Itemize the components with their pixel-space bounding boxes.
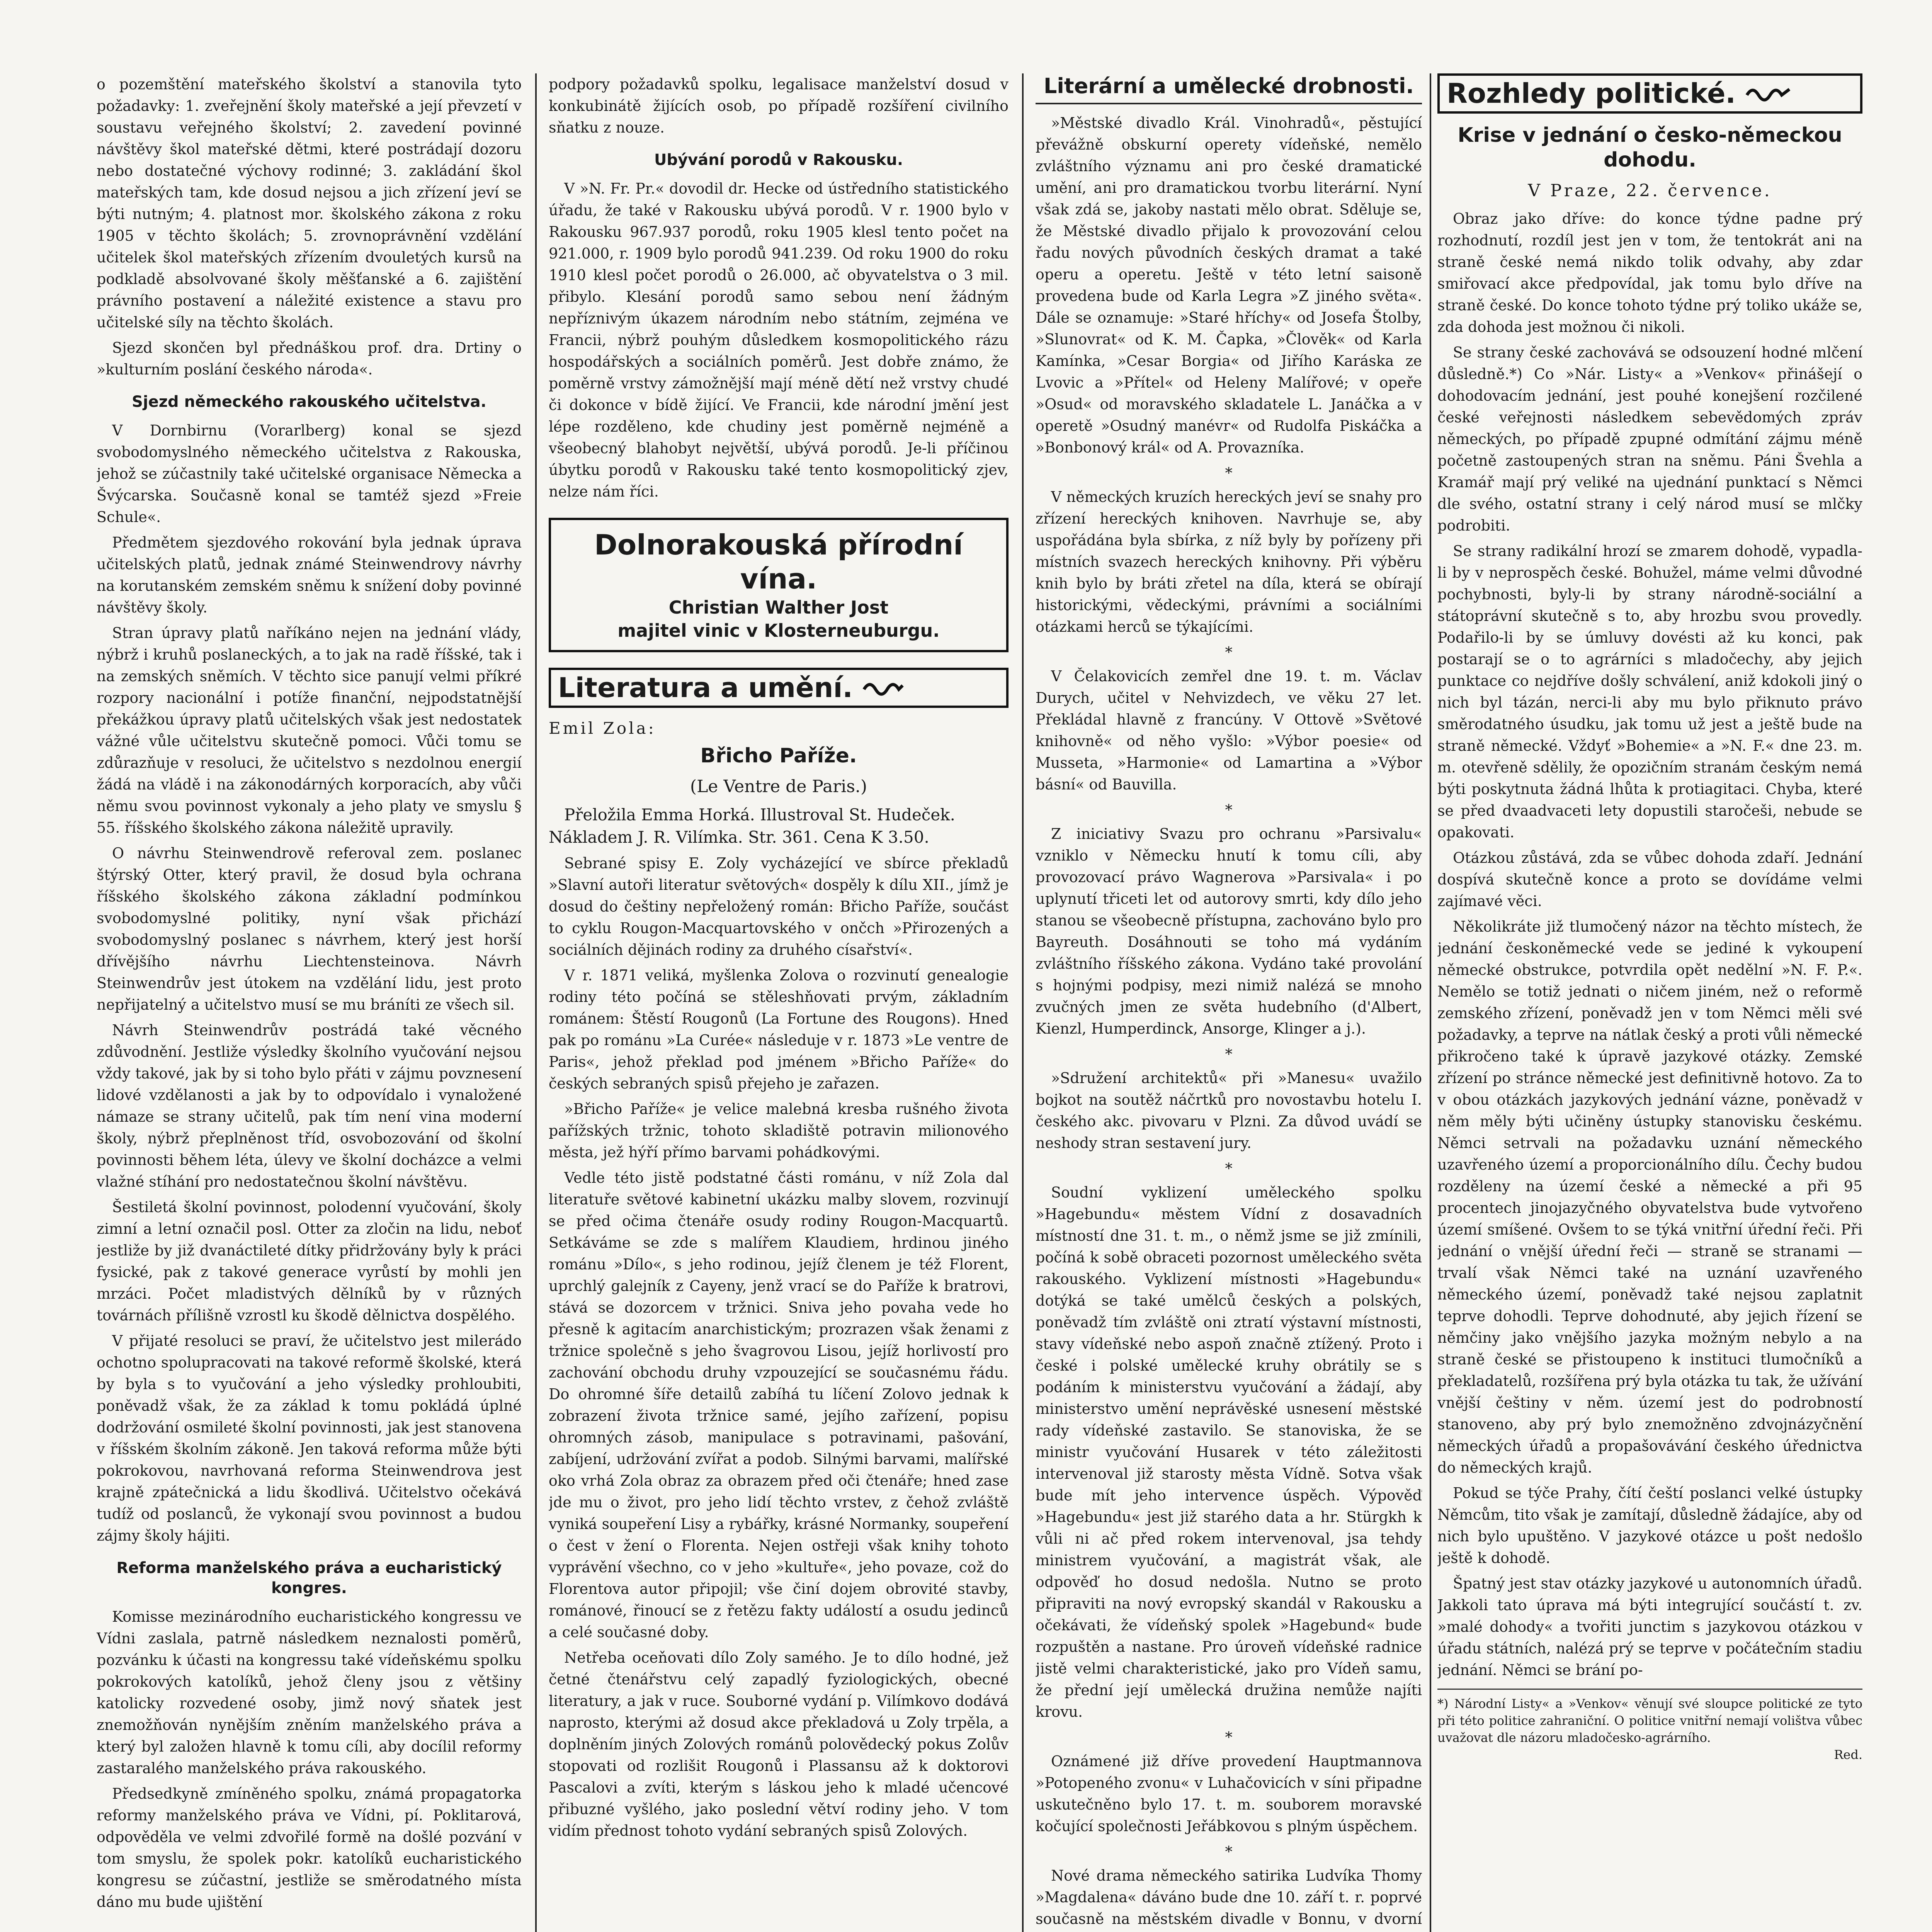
article-paragraph: Komisse mezinárodního eucharistického kongressu ve Vídni zaslala, patrně následkem neznalosti poměrů, pozvánku k účasti na kongressu také vídeňskému spolku pokrokových katolíků, jehož členy jsou z většiny katolicky rozvedené osoby, jimž nový sňatek jest znemožňován nynějším zněním manželského práva a který byl založen hlavně k tomu cíli, aby docílil reformy zastaralého manželského práva rakouského. [97,1608,522,1777]
article-paragraph: Špatný jest stav otázky jazykové u autonomních úřadů. Jakkoli tato úprava má býti integrující součástí t. zv. »malé dohody« a tvořiti junctim s jazykovou otázkou v úřadu státních, nalézá prý se teprve v počátečním stadiu jednání. Němci se brání po- [1437,1575,1862,1679]
book-info: Přeložila Emma Horká. Illustroval St. Hudeček. Nákladem J. R. Vilímka. Str. 361. Cena K 3.50. [549,805,955,847]
article-heading: Reforma manželského práva a eucharistický kongres. [116,1559,502,1597]
footnote [1437,1689,1862,1763]
article-paragraph: Sebrané spisy E. Zoly vycházející ve sbírce překladů »Slavní autoři literatur světových« dospěly k dílu XII., jímž je dosud do češtiny nepřeložený román: Břicho Paříže, součást to cyklu Rougon-Macquartovského v ončch »Přirozených a sociálních dějinách rodiny za druhého císařství«. [549,855,1009,958]
article-paragraph: podpory požadavků spolku, legalisace manželství dosud v konkubinátě žijících osob, po případě rozšíření civilního sňatku z nouze. [549,76,1009,136]
ad-subtitle: majitel vinic v Klosterneuburgu. [617,620,940,641]
section-heading-literature [549,668,1009,708]
section-heading-text: Rozhledy politické. [1447,78,1736,109]
wine-advertisement [549,518,1009,652]
separator-asterisk: * [1225,801,1233,818]
footnote-signature: Red. [1834,1747,1862,1762]
article-paragraph: V r. 1871 veliká, myšlenka Zolova o rozvinutí genealogie rodiny této počíná se stěleshňovati prvým, základním románem: Štěstí Rougonů (La Fortune des Rougons). Hned pak po románu »La Curée« následuje v r. 1873 »Le ventre de Paris«, jehož překlad pod jménem »Břicho Paříže« do českých sebraných spisů přejeho je zařazen. [549,967,1009,1092]
separator-asterisk: * [1225,1160,1233,1177]
footnote-text: *) Národní Listy« a »Venkov« věnují své sloupce politické ze tyto při této politice zahraniční. O politice vnitřní nemají volištva vůbec uvažovat dle názoru mladočesko-agrárního. [1437,1696,1862,1745]
squiggle-ornament-icon [862,672,905,704]
article-paragraph: V »N. Fr. Pr.« dovodil dr. Hecke od ústředního statistického úřadu, že také v Rakousku ubývá porodů. V r. 1900 bylo v Rakousku 967.937 porodů, roku 1905 klesl tento počet na 921.000, r. 1909 bylo porodů 941.239. Od roku 1900 do roku 1910 klesl počet porodů o 26.000, ač obyvatelstva o 3 mil. přibylo. Klesání porodů samo sebou není žádným nepříznivým úkazem národním nebo státním, zejména ve Francii, nýbrž pouhým důsledkem kosmopolitického rázu hospodářských a sociálních poměrů. Jest dobře známo, že poměrně vrstvy zámožnější mají méně dětí než vrstvy chudé či dokonce v bídě žijící. Ve Francii, kde národní jmění jest lépe rozděleno, kde chudiny jest poměrně nejméně a všeobecný blahobyt největší, ubývá porodů. Je-li příčinou úbytku porodů v Rakousku také tento kosmopolitický zjev, nelze nám říci. [549,180,1009,500]
dateline: V Praze, 22. července. [1528,181,1772,201]
article-paragraph: Předmětem sjezdového rokování byla jednak úprava učitelských platů, jednak známé Steinwendrovy návrhy na korutanském zemském sněmu k snížení doby povinné návštěvy školy. [97,534,522,616]
book-author: Emil Zola: [549,719,656,738]
separator-asterisk: * [1225,1046,1233,1063]
article-paragraph: »Městské divadlo Král. Vinohradů«, pěstující převážně obskurní operety vídeňské, nemělo zvláštního významu ani pro české dramatické umění, ani pro dramatickou tvorbu literární. Nyní však zdá se, jakoby nastati mělo obrat. Sděluje se, že Městské divadlo přijalo k provozování celou řadu nových původních českých dramat a také operu a operetu. Ještě v této letní saisoně provedena bude od Karla Legra »Z jiného světa«. Dále se oznamuje: »Staré hříchy« od Josefa Štolby, »Slunovrat« od K. M. Čapka, »Člověk« od Karla Kamínka, »Cesar Borgia« od Jiřího Karáska ze Lvovic a »Přítel« od Heleny Malířové; v opeře »Osud« od moravského skladatele L. Janáčka a v operetě »Osudný manévr« od Rudolfa Piskáčka a »Bonbonový král« od A. Provazníka. [1036,114,1422,456]
book-subtitle: (Le Ventre de Paris.) [690,777,867,796]
separator-asterisk: * [1225,1843,1233,1860]
article-paragraph: Se strany radikální hrozí se zmarem dohodě, vypadla-li by v neprospěch české. Bohužel, máme velmi důvodné pochybnosti, byly-li by strany národně-sociální a státoprávní skutečně s to, aby hrozbu svou provedly. Podařilo-li by se úmluvy dovésti až ku konci, pak postarají se o to agrárníci s mladočechy, aby jejich punktace co nejdříve došly schválení, aniž kdokoli jiný o nich byl tázán, nerci-li aby mu bylo přiknuto právo směrodatného úsudku, jak tomu už jest a ještě bude na straně německé. Vždyť »Bohemie« a »N. F.« dne 23. m. m. otevřeně sdělily, že opozičním stranám českým nemá býti poskytnuta žádná lhůta k protiagitaci. Chyba, které se před dvaadvaceti lety dopustili staročeši, nebude se opakovati. [1437,543,1862,841]
article-paragraph: Soudní vyklizení uměleckého spolku »Hagebundu« městem Vídní z dosavadních místností dne 31. t. m., o němž jsme se již zmínili, počíná k sobě obraceti pozornost uměleckého světa rakouského. Vyklizení místnosti »Hagebundu« dotýká se také umělců českých a polských, poněvadž tím zvláště oni ztratí výstavní místnosti, stavy vídeňské nebo aspoň značně ztížený. Proto i české i polské umělecké kruhy obrátily se s podáním k ministerstvu vyučování a žádají, aby ministerstvo umění neprávěské usnesení městské rady vídeňské zastavilo. Se stanoviska, že se ministr vyučování Husarek v této záležitosti intervenoval již starosty města Vídně. Sotva však bude mít jeho intervence úspěch. Výpověď »Hagebundu« jest již starého data a hr. Stürgkh k vůli ni ač před rokem intervenoval, jsa tehdy ministrem vyučování, a magistrát však, ale odpověď ho dosud nedošla. Nutno se proto připraviti na nový evropský skandál v Rakousku a očekávati, že vídeňský spolek »Hagebund« bude rozpuštěn a nastane. Pro úroveň vídeňské radnice jistě velmi charakteristické, jako pro Vídeň samu, že přední její umělecká družina nemůže najíti krovu. [1036,1184,1422,1720]
article-paragraph: »Břicho Paříže« je velice malebná kresba rušného života pařížských tržnic, tohoto skladiště potravin milionového města, jež hýří přímo barvami pohádkovými. [549,1100,1009,1161]
section-heading-drobnosti: Literární a umělecké drobnosti. [1036,73,1422,104]
article-paragraph: Nové drama německého satirika Ludvíka Thomy »Magdalena« dáváno bude dne 10. září t. r. poprvé současně na městském divadle v Bonnu, v dvorní [1036,1867,1422,1927]
section-heading-text: Literatura a umění. [558,672,853,704]
article-heading: Sjezd německého rakouského učitelstva. [132,393,486,411]
article-heading: Ubývání porodů v Rakousku. [654,151,903,169]
article-title: Krise v jednání o česko-německou dohodu. [1458,124,1842,172]
separator-asterisk: * [1225,464,1233,481]
section-heading-politics [1437,73,1862,114]
article-paragraph: Několikráte již tlumočený názor na těchto místech, že jednání českoněmecké vede se jediné k vykoupení německé obstrukce, potvrdila opět nedělní »N. F. P.«. Nemělo se totiž jednati o ničem jiném, než o reformě zemského zřízení, poněvadž jen v tom Němci měli své požadavky, a teprve na nátlak český a proti vůli německé přikročeno také k úpravě jazykové otázky. Zemské zřízení po stránce německé jest definitivně hotovo. Za to v obou otázkách jazykových jednání vázne, poněvadž v něm měly býti učiněny ústupky stanovisku českému. Němci setrvali na požadavku uznání německého uzavřeného území a proporcionálního dílu. Čechy budou rozděleny na území české a německé a při 95 procentech jinojazyčného obyvatelstva bude vytvořeno území smíšené. Ovšem to se týká vnitřní úřední řeči. Při jednání o vnější úřední řeči — straně se stranami — trvalí však Němci také na uznání uzavřeného německého území, poněvadž také nejsou zaplatnit teprve dohodli. Teprve dohodnuté, aby jejich řízení se němčiny jako vnějšího jazyka možným nebylo a na straně české se přistoupeno k instituci tlumočníků a překladatelů, rozšířena prý byla otázka tu tak, že užívání vnější češtiny v něm. území jest do podrobností stanoveno, aby prý bylo znemožněno zdvojnázyčnění německých úřadů a propašovávání českého úřednictva do německých krajů. [1437,918,1862,1476]
article-paragraph: V Čelakovicích zemřel dne 19. t. m. Václav Durych, učitel v Nehvizdech, ve věku 27 let. Překládal hlavně z francúny. V Ottově »Světové knihovně« od něho vyšlo: »Výbor poesie« od Musseta, »Harmonie« od Lamartina a »Výbor básní« od Bauvilla. [1036,668,1422,793]
ad-title: Dolnorakouská přírodní vína. [594,529,963,595]
separator-asterisk: * [1225,644,1233,661]
column-1 [97,73,522,1932]
article-paragraph: o pozemštění mateřského školství a stanovila tyto požadavky: 1. zveřejnění školy mateřské a její převzetí v soustavu veřejného školství; 2. zavedení povinné návštěvy škol mateřské dětmi, které postrádají dozoru nebo dostatečné výchovy rodinné; 3. zakládání škol mateřských tam, kde dosud nejsou a jich zřízení jeví se býti nutným; 4. platnost mor. školského zákona z roku 1905 v těchto školách; 5. zrovnoprávnění vzdělání učitelek škol mateřských zřízením dvouletých kursů na podkladě absolvované školy měšťanské a 6. zajištění právního postavení a náležité existence a stavu pro učitelské síly na těchto školách. [97,76,522,331]
article-paragraph: Sjezd skončen byl přednáškou prof. dra. Drtiny o »kulturním poslání českého národa«. [97,339,522,378]
column-4 [1437,73,1862,1932]
article-paragraph: V německých kruzích hereckých jeví se snahy pro zřízení hereckých knihoven. Navrhuje se, aby uspořádána byla sbírka, z níž byly by pořízeny při místních svazech hereckých knihovny. Při výběru knih bylo by bráti zřetel na díla, která se obírají historickými, vědeckými, právními a sociálními otázkami herců se týkajícími. [1036,488,1422,635]
article-paragraph: Otázkou zůstává, zda se vůbec dohoda zdaří. Jednání dospívá skutečně konce a proto se dovídáme velmi zajímavé věci. [1437,849,1862,910]
article-paragraph: Z iniciativy Svazu pro ochranu »Parsivalu« vzniklo v Německu hnutí k tomu cíli, aby provozovací právo Wagnerova »Parsivala« i po uplynutí třiceti let od autorovy smrti, kdy dílo jeho stanou se všeobecně přístupna, zachováno bylo pro Bayreuth. Dosáhnouti se toho má vydáním zvláštního říšského zákona. Vydáno také provolání s hojnými podpisy, mezi nimiž nalézá se mnoho zvučných jmen ze světa hudebního (d'Albert, Kienzl, Humperdinck, Ansorge, Klinger a j.). [1036,825,1422,1037]
article-paragraph: Předsedkyně zmíněného spolku, známá propagatorka reformy manželského práva ve Vídni, pí. Poklitarová, odpověděla ve velmi zdvořilé formě na došlé pozvání v tom smyslu, že spolek pokr. katolíků eucharistického kongresu se zúčastní, jestliže se směrodatného místa dáno mu bude ujištění [97,1785,522,1910]
article-paragraph: Vedle této jistě podstatné části románu, v níž Zola dal literatuře světové kabinetní ukázku malby slovem, rozvinují se před očima čtenáře osudy rodiny Rougon-Macquartů. Setkáváme se zde s malířem Klaudiem, hrdinou jiného románu »Dílo«, s jeho rodinou, jejíž členem je též Florent, uprchlý galejník z Cayeny, jenž vrací se do Paříže k bratrovi, stává se dozorcem v tržnici. Sniva jeho povaha vede ho přesně k agitacím anarchistickým; prozrazen však ženami z tržnice společně s jeho švagrovou Lisou, jejíž horlivostí pro zachování obchodu druhy vzpouzející se současnému řádu. Do ohromné šíře detailů zabíhá tu líčení Zolovo jednak k zobrazení života tržnice samé, jejího zařízení, popisu ohromných zásob, manipulace s potravinami, pašování, zabíjení, udržování zvířat a podob. Silnými barvami, malířské oko vrhá Zola obraz za obrazem před oči čtenáře; hned zase jde mu o život, pro jeho lidí těchto vrstev, z čehož zvláště vyniká soupeření Lisy a rybářky, krásné Normanky, soupeření o čest v žení o Florenta. Nejen ostřeji však knihy tohoto vyprávění všechno, co v jeho »kultuře«, jeho povaze, což do Florentova autor připojil; vše činí dojem obrovité stavby, románové, řinoucí se z řetězu fakty událostí a osudu jedinců a celé současné doby. [549,1169,1009,1641]
article-paragraph: Pokud se týče Prahy, čítí čeští poslanci velké ústupky Němcům, tito však je zamítají, důsledně žádajíce, aby od nich bylo upuštěno. V jazykové otázce u pošt nedošlo ještě k dohodě. [1437,1485,1862,1566]
article-paragraph: Netřeba oceňovati dílo Zoly samého. Je to dílo hodné, jež četné čtenářstvu celý zapadlý fyziologických, obecné literatury, a jak v ruce. Souborné vydání p. Vilímkovo dodává naprosto, kterými až dosud akce překladová u Zoly trpěla, a doplněním jiných Zolových románů polovědecký pokus Zolův stopovati od rozlišit Rougonů i Plassansu až k doktorovi Pascalovi a zvíti, kterým s láskou jeho k mladé učencové přibuzné vyšlého, jako poslední větví rodiny jeho. V tom vidím přednost tohoto vydání sebraných spisů Zolových. [549,1649,1009,1839]
article-paragraph: Stran úpravy platů naříkáno nejen na jednání vlády, nýbrž i kruhů poslaneckých, a to jak na radě říšské, tak i na zemských sněmích. V těchto sice panují velmi příkré rozpory nacionální i potíže finanční, nejpodstatnější překážkou úpravy platů učitelských však jest nedostatek vážné vůle učitelstvu skutečně pomoci. Vůči tomu se zdůrazňuje v resoluci, že učitelstvo s nezdolnou energií žádá na vládě i na zákonodárných korporacích, aby vůči němu svou povinnost vykonaly a jeho platy ve smyslu § 55. říšského školského zákona náležitě upravily. [97,624,522,836]
article-paragraph: O návrhu Steinwendrově referoval zem. poslanec štýrský Otter, který pravil, že dosud byla ochrana říšského školského zákona základní podmínkou svobodomyslné politiky, nyní však přichází svobodomyslný poslanec s návrhem, který jest horší dřívějšího návrhu Liechtensteinova. Návrh Steinwendrův jest útokem na vzdělání lidu, jest proto nepřijatelný a učitelstvo musí se mu bráníti ze všech sil. [97,845,522,1013]
column-divider [1022,73,1024,1932]
column-2 [549,73,1009,1932]
column-3 [1036,73,1422,1932]
column-divider [535,73,537,1932]
article-paragraph: V přijaté resoluci se praví, že učitelstvo jest milerádo ochotno spolupracovati na takové reformě školské, která by byla s to vyučování a jeho výsledky prohloubiti, poněvadž však, že za základ k tomu pokládá úplné dodržování osmileté školní povinnosti, jak jest stanovena v říšském školním zákoně. Jen taková reforma může býti pokrokovou, navrhovaná reforma Steinwendrova jest krajně zpátečnická a lidu škodlivá. Učitelstvo očekává tudíž od poslanců, že vykonají svou povinnost a budou zájmy školy hájiti. [97,1332,522,1544]
article-paragraph: Oznámené již dříve provedení Hauptmannova »Potopeného zvonu« v Luhačovicích v síni připadne uskutečněno bylo 17. t. m. souborem moravské kočující společnosti Jeřábkovou s plným úspěchem. [1036,1753,1422,1835]
article-paragraph: Šestiletá školní povinnost, polodenní vyučování, školy zimní a letní označil posl. Otter za zločin na lidu, neboť jestliže by již dvanáctileté dítky přidržovány byly k práci fysické, pak z takové generace vyrůstí by mohli jen mrzáci. Počet mladistvých dělníků by v různých továrnách přílišně vzrostl ku škodě dělnictva dospělého. [97,1199,522,1324]
separator-asterisk: * [1225,1729,1233,1746]
article-paragraph: Se strany české zachovává se odsouzení hodné mlčení důsledně.*) Co »Nár. Listy« a »Venkov« přinášejí o dohodovacím jednání, jest pouhé konejšení rozčilené české veřejnosti následkem sebevědomých zpráv německých, po případě zpupné odmítání zájmu méně početně zastoupených stran na sněmu. Páni Švehla a Kramář mají prý veliké na ujednání punktací s Němci dle svého, ostatní strany i celý národ musí se mlčky podrobiti. [1437,344,1862,534]
ad-name: Christian Walther Jost [668,597,889,618]
article-paragraph: V Dornbirnu (Vorarlberg) konal se sjezd svobodomyslného německého učitelstva z Rakouska, jehož se zúčastnily také učitelské organisace Německa a Švýcarska. Současně konal se tamtéž sjezd »Freie Schule«. [97,422,522,526]
squiggle-ornament-icon [1745,78,1791,109]
article-paragraph: Návrh Steinwendrův postrádá také věcného zdůvodnění. Jestliže výsledky školního vyučování nejsou vždy takové, jak by si toho bylo přáti v zájmu povznesení lidové vzdělanosti a jak by to odpovídalo i vynaložené námaze se strany učitelů, pak tím není vina moderní školy, nýbrž přeplněnost tříd, osvobozování od školní povinnosti během léta, úlevy ve školní docházce a velmi vlažné stíhání pro nedostatečnou školní návštěvu. [97,1022,522,1190]
book-title: Břicho Paříže. [700,744,857,767]
column-divider [1430,73,1431,1932]
article-paragraph: Obraz jako dříve: do konce týdne padne prý rozhodnutí, rozdíl jest jen v tom, že tentokrát ani na straně české nemá nikdo tolik odvahy, aby zdar smiřovací akce předpovídal, jak tomu bylo dříve na straně české. Do konce tohoto týdne prý toliko ukáže se, zda dohoda jest možnou či nikoli. [1437,210,1862,335]
article-paragraph: »Sdružení architektů« při »Manesu« uvažilo bojkot na soutěž náčrtků pro novostavbu hotelu I. českého akc. pivovaru v Plzni. Za důvod uvádí se neshody stran sestavení jury. [1036,1070,1422,1151]
